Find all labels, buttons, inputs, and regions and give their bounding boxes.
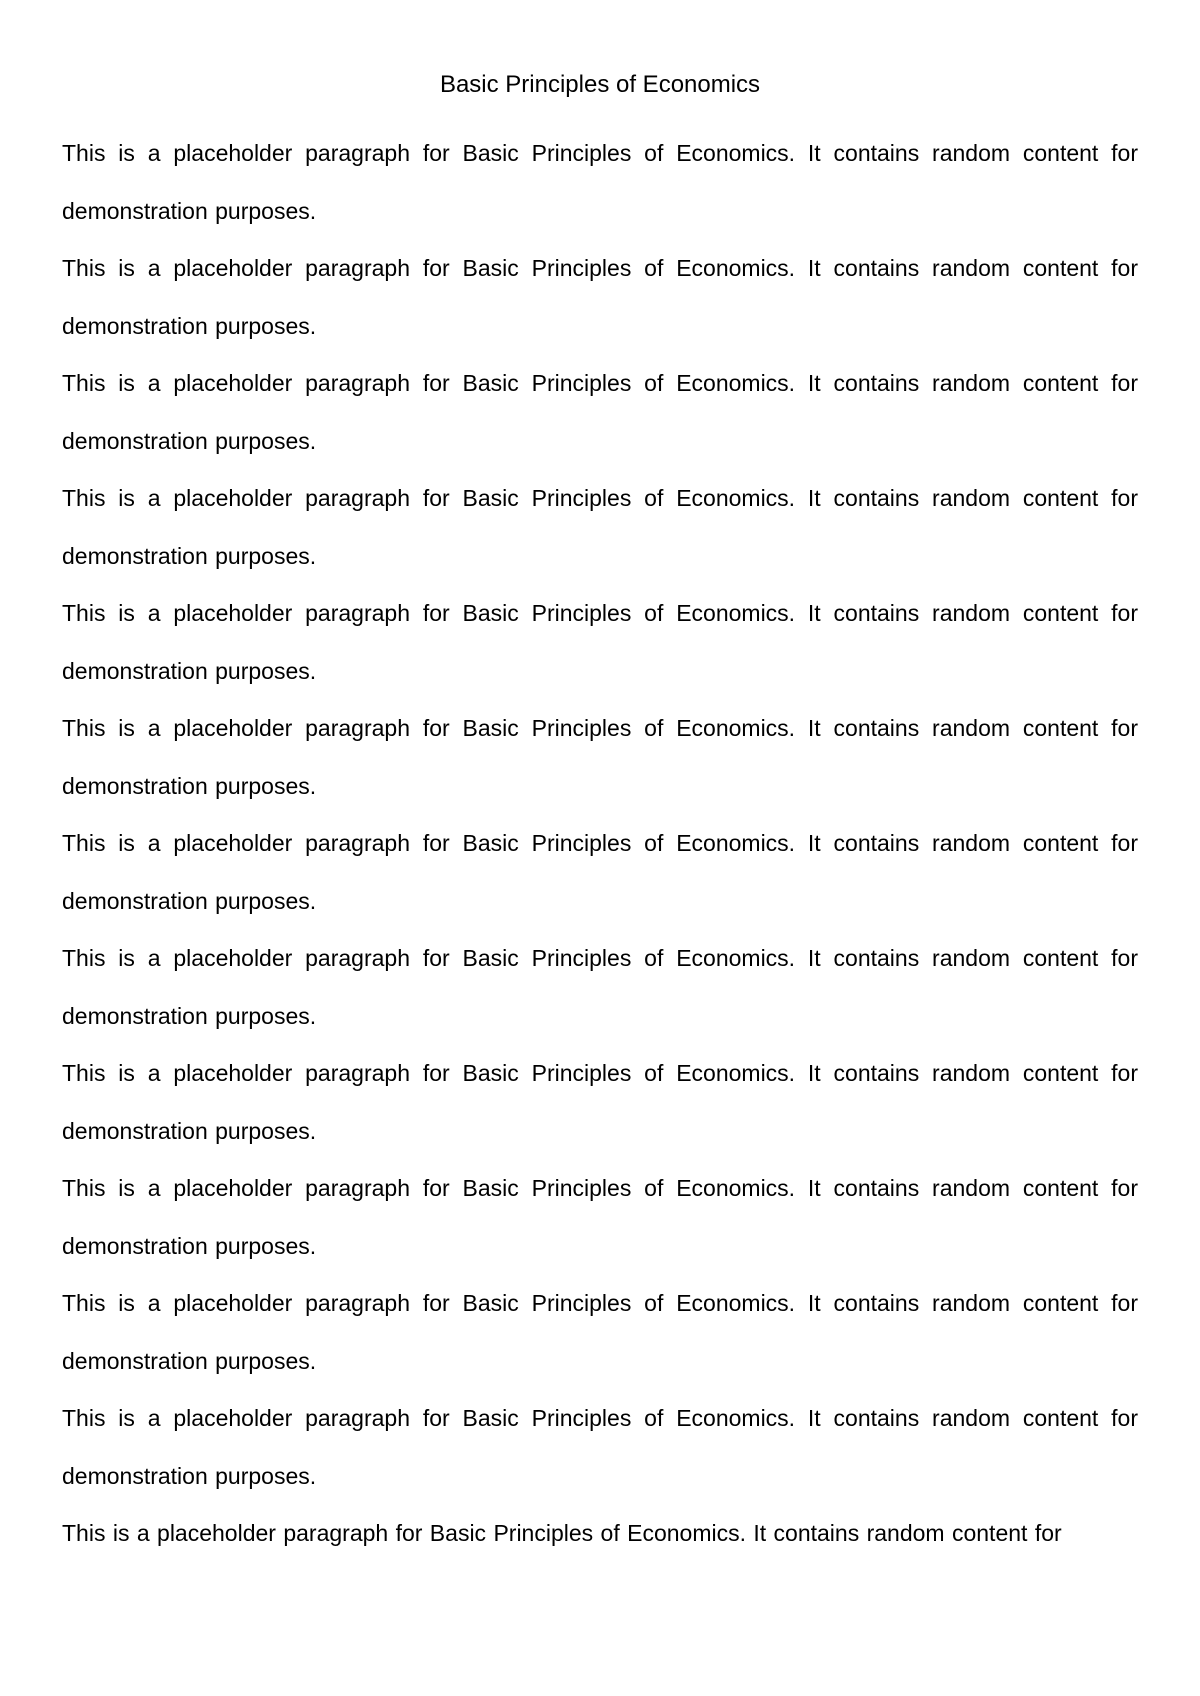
document-body <box>62 125 1138 1563</box>
paragraph: This is a placeholder paragraph for Basic Principles of Economics. It contains random content for demonstration purposes. <box>62 370 1138 454</box>
paragraph: This is a placeholder paragraph for Basic Principles of Economics. It contains random content for demonstration purposes. <box>62 485 1138 569</box>
paragraph: This is a placeholder paragraph for Basic Principles of Economics. It contains random content for demonstration purposes. <box>62 1175 1138 1259</box>
paragraph: This is a placeholder paragraph for Basic Principles of Economics. It contains random content for demonstration purposes. <box>62 255 1138 339</box>
paragraph: This is a placeholder paragraph for Basic Principles of Economics. It contains random content for demonstration purposes. <box>62 715 1138 799</box>
paragraph: This is a placeholder paragraph for Basic Principles of Economics. It contains random content for demonstration purposes. <box>62 1405 1138 1489</box>
paragraph: This is a placeholder paragraph for Basic Principles of Economics. It contains random content for demonstration purposes. <box>62 830 1138 914</box>
paragraph: This is a placeholder paragraph for Basic Principles of Economics. It contains random content for demonstration purposes. <box>62 1060 1138 1144</box>
paragraph: This is a placeholder paragraph for Basic Principles of Economics. It contains random content for demonstration purposes. <box>62 600 1138 684</box>
paragraph: This is a placeholder paragraph for Basic Principles of Economics. It contains random content for demonstration purposes. <box>62 945 1138 1029</box>
paragraph: This is a placeholder paragraph for Basic Principles of Economics. It contains random content for demonstration purposes. <box>62 1290 1138 1374</box>
paragraph: This is a placeholder paragraph for Basic Principles of Economics. It contains random content for demonstration purposes. <box>62 140 1138 224</box>
document-title: Basic Principles of Economics <box>439 71 761 98</box>
paragraph: This is a placeholder paragraph for Basic Principles of Economics. It contains random content for <box>62 1520 1062 1546</box>
